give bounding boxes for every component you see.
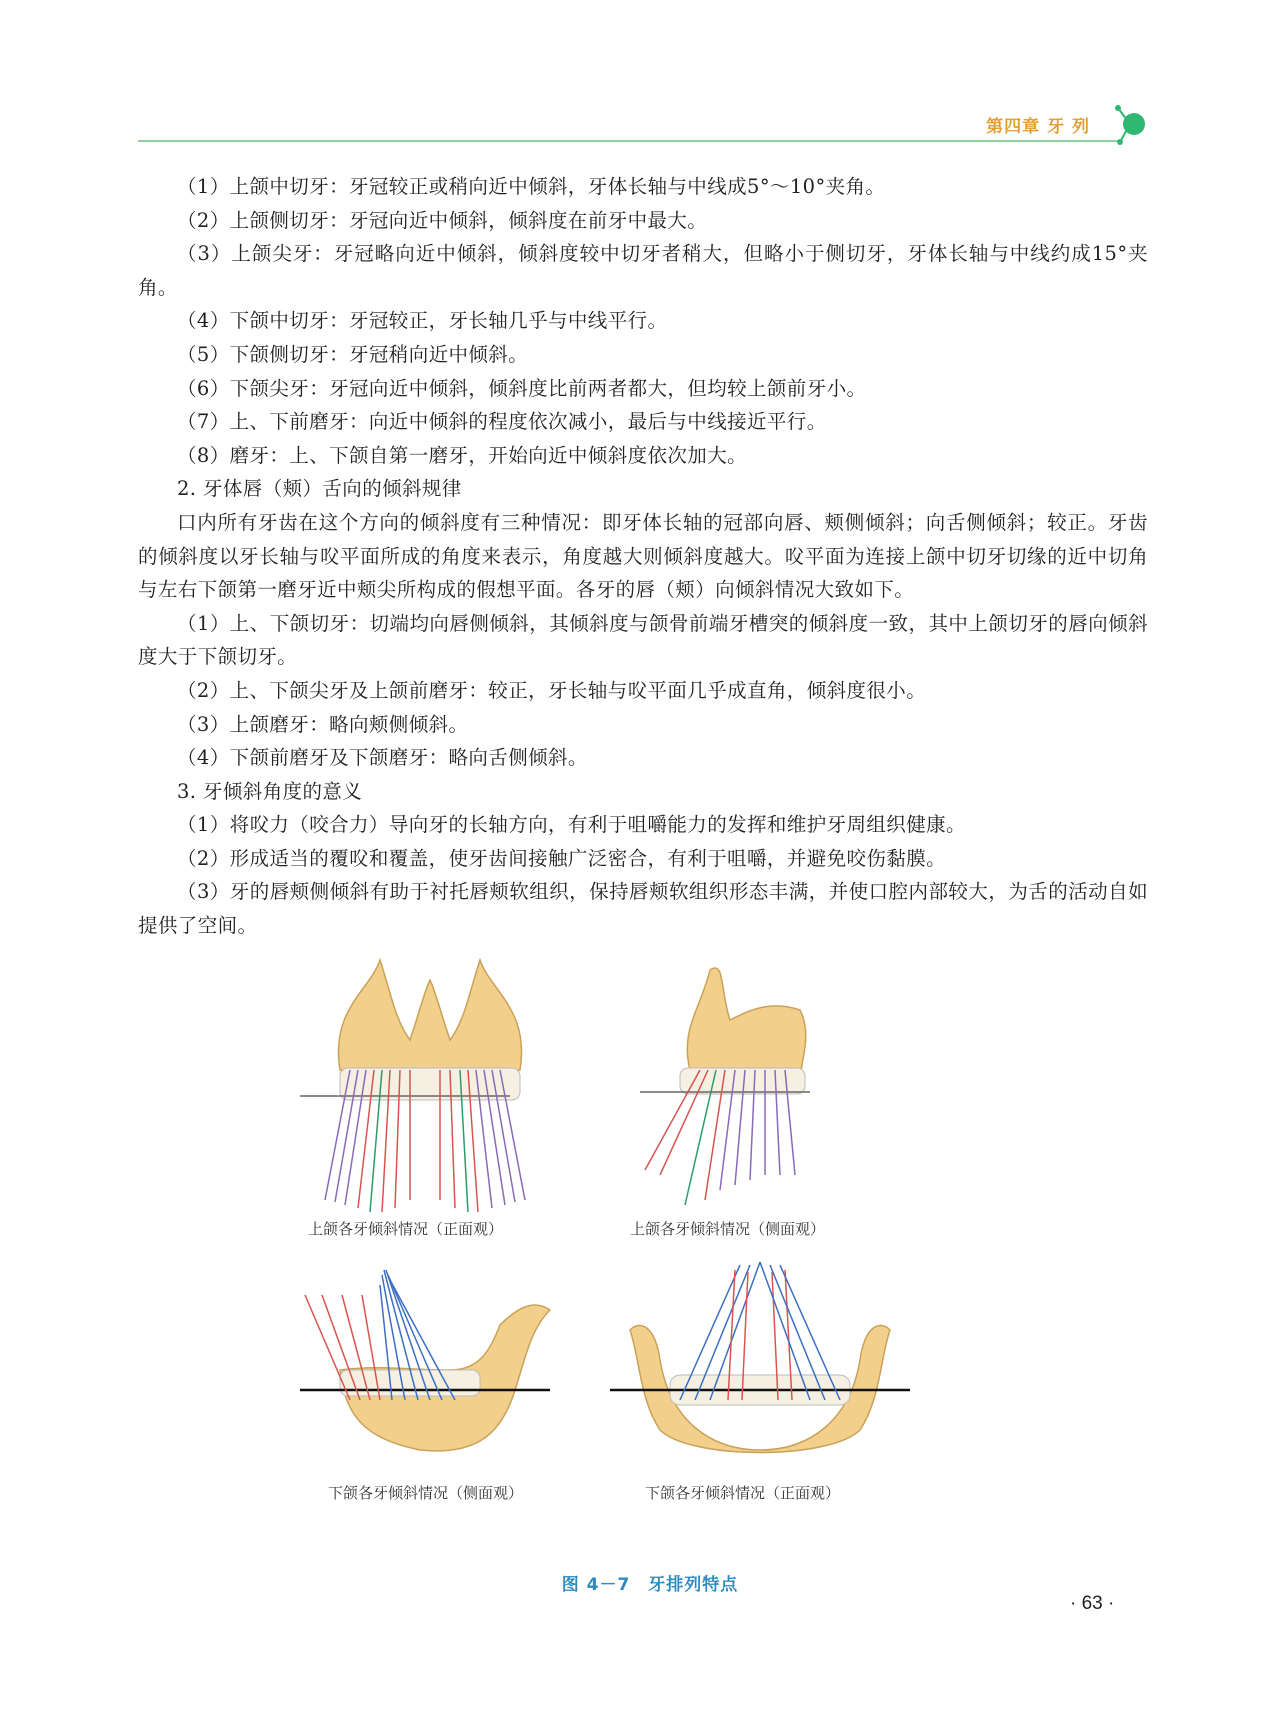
paragraph: 口内所有牙齿在这个方向的倾斜度有三种情况：即牙体长轴的冠部向唇、颊侧倾斜；向舌侧倾斜；较正。牙齿的倾斜度以牙长轴与㕮平面所成的角度来表示，角度越大则倾斜度越大。㕮平面为连接上颌中切牙切缘的近中切角与左右下颌第一磨牙近中颊尖所构成的假想平面。各牙的唇（颊）向倾斜情况大致如下。 — [138, 510, 1148, 602]
header-rule — [138, 140, 1122, 142]
lower-side-teeth-row — [340, 1370, 480, 1396]
body-text — [138, 170, 1148, 943]
section-heading: 2. 牙体唇（颊）舌向的倾斜规律 — [177, 477, 462, 501]
paragraph: （4）下颌中切牙：牙冠较正，牙长轴几乎与中线平行。 — [177, 309, 668, 333]
paragraph: （2）形成适当的覆㕮和覆盖，使牙齿间接触广泛密合，有利于咀嚼，并避免咬伤黏膜。 — [177, 846, 947, 870]
paragraph: （3）上颌磨牙：略向颊侧倾斜。 — [177, 712, 469, 736]
paragraph: （1）将㕮力（咬合力）导向牙的长轴方向，有利于咀嚼能力的发挥和维护牙周组织健康。 — [177, 813, 966, 837]
figure-title: 图 4－7 牙排列特点 — [561, 1575, 739, 1595]
caption-upper-front: 上颌各牙倾斜情况（正面观） — [308, 1220, 504, 1238]
paragraph: （3）上颌尖牙：牙冠略向近中倾斜，倾斜度较中切牙者稍大，但略小于侧切牙，牙体长轴与中线约成15°夹角。 — [138, 242, 1148, 299]
chapter-title: 第四章 牙 列 — [986, 117, 1090, 137]
lower-jaw-front-illustration — [610, 1250, 910, 1490]
lower-jaw-side-illustration — [300, 1250, 600, 1490]
maxilla-bone — [338, 960, 521, 1084]
paragraph: （2）上、下颌尖牙及上颌前磨牙：较正，牙长轴与㕮平面几乎成直角，倾斜度很小。 — [177, 678, 927, 702]
maxilla-side-bone — [687, 968, 805, 1082]
page-header — [138, 108, 1148, 146]
caption-lower-front: 下颌各牙倾斜情况（正面观） — [645, 1484, 841, 1502]
molecule-logo-icon — [1112, 102, 1148, 148]
figure-4-7 — [300, 950, 1000, 1595]
caption-lower-side: 下颌各牙倾斜情况（侧面观） — [328, 1484, 524, 1502]
caption-upper-side: 上颌各牙倾斜情况（侧面观） — [630, 1220, 826, 1238]
section-heading: 3. 牙倾斜角度的意义 — [177, 779, 363, 803]
paragraph: （7）上、下前磨牙：向近中倾斜的程度依次减小，最后与中线接近平行。 — [177, 410, 827, 434]
paragraph: （1）上、下颌切牙：切端均向唇侧倾斜，其倾斜度与颌骨前端牙槽突的倾斜度一致，其中上颌切牙的唇向倾斜度大于下颌切牙。 — [138, 611, 1148, 669]
upper-jaw-side-illustration — [630, 950, 930, 1230]
paragraph: （1）上颌中切牙：牙冠较正或稍向近中倾斜，牙体长轴与中线成5°～10°夹角。 — [177, 175, 886, 198]
paragraph: （4）下颌前磨牙及下颌磨牙：略向舌侧倾斜。 — [177, 746, 588, 770]
paragraph: （3）牙的唇颊侧倾斜有助于衬托唇颊软组织，保持唇颊软组织形态丰满，并使口腔内部较大，为舌的活动自如提供了空间。 — [138, 880, 1148, 938]
paragraph: （2）上颌侧切牙：牙冠向近中倾斜，倾斜度在前牙中最大。 — [177, 208, 708, 232]
paragraph: （5）下颌侧切牙：牙冠稍向近中倾斜。 — [177, 342, 529, 366]
page-number: · 63 · — [1070, 1593, 1115, 1614]
paragraph: （8）磨牙：上、下颌自第一磨牙，开始向近中倾斜度依次加大。 — [177, 443, 748, 467]
upper-jaw-front-illustration — [300, 950, 600, 1230]
paragraph: （6）下颌尖牙：牙冠向近中倾斜，倾斜度比前两者都大，但均较上颌前牙小。 — [177, 376, 867, 400]
